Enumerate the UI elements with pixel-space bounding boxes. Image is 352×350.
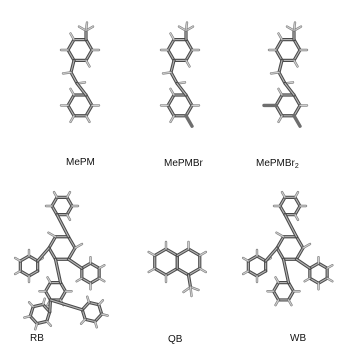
bond-highlight — [186, 40, 192, 50]
bond-highlight — [168, 40, 174, 50]
bond-highlight — [86, 40, 92, 50]
bond-highlight — [68, 40, 74, 50]
bond-highlight — [276, 95, 282, 105]
bond-highlight — [168, 50, 174, 60]
bond-highlight — [166, 269, 177, 276]
bond-highlight — [168, 95, 174, 105]
bond-highlight — [77, 83, 86, 95]
molecule-qb-model — [149, 242, 206, 296]
bond-highlight — [189, 269, 200, 276]
bond-highlight — [277, 248, 284, 259]
bond-highlight — [155, 269, 166, 276]
bond-highlight — [294, 105, 300, 115]
hydrogen-bond-highlight — [277, 233, 284, 237]
label-mepmbr2-subscript: 2 — [294, 163, 299, 170]
bond-highlight — [49, 237, 56, 248]
hydrogen-bond-highlight — [49, 233, 56, 237]
bond-highlight — [171, 72, 177, 83]
label-wb — [290, 333, 306, 344]
bond-highlight — [69, 237, 76, 248]
bond-highlight — [166, 249, 177, 256]
bond-highlight — [177, 249, 188, 256]
bond-highlight — [294, 95, 300, 105]
molecule-mepmbr2-model — [264, 23, 307, 127]
bond-highlight — [56, 259, 61, 282]
bond-highlight — [277, 237, 284, 248]
bond-highlight — [276, 50, 282, 60]
bond-highlight — [297, 237, 304, 248]
label-qb — [168, 334, 182, 345]
bond-highlight — [68, 105, 74, 115]
label-mepm — [66, 157, 95, 168]
bond-highlight — [168, 105, 174, 115]
molecule-mepm-model — [61, 23, 99, 122]
bond-highlight — [276, 40, 282, 50]
bond-highlight — [86, 95, 92, 105]
bond-highlight — [51, 300, 83, 310]
bond-highlight — [177, 269, 188, 276]
bond-highlight — [177, 83, 186, 95]
label-rb — [30, 333, 44, 344]
bond-highlight — [57, 215, 69, 237]
molecule-wb-model — [243, 192, 332, 305]
bond-highlight — [297, 248, 304, 259]
label-mepm-text: MePM — [66, 157, 95, 168]
bromine-bond — [186, 116, 192, 126]
bond-highlight — [285, 215, 297, 237]
bond-highlight — [69, 248, 76, 259]
hydrogen-bond-highlight — [303, 244, 310, 248]
bond-highlight — [86, 105, 92, 115]
bond-highlight — [71, 72, 77, 83]
label-mepmbr-text: MePMBr — [164, 158, 203, 169]
bond-highlight — [279, 72, 285, 83]
bond-highlight — [186, 50, 192, 60]
bond-highlight — [294, 50, 300, 60]
bond-highlight — [297, 259, 310, 268]
bond-highlight — [49, 248, 56, 259]
molecule-mepmbr-model — [161, 23, 199, 127]
bond-highlight — [155, 249, 166, 256]
hydrogen-bond-highlight — [75, 244, 82, 248]
bond-highlight — [68, 50, 74, 60]
label-mepmbr — [164, 158, 203, 169]
label-mepmbr2-text: MePMBr — [256, 158, 295, 169]
molecule-rb-model — [15, 192, 107, 329]
bond-highlight — [276, 105, 282, 115]
bond-highlight — [50, 300, 51, 312]
bond-highlight — [186, 95, 192, 105]
bond-highlight — [284, 259, 289, 282]
bond-highlight — [189, 249, 200, 256]
label-mepmbr2 — [256, 158, 299, 170]
bond-highlight — [294, 40, 300, 50]
bond-highlight — [285, 83, 294, 95]
bond-highlight — [69, 259, 82, 268]
label-wb-text: WB — [290, 333, 307, 344]
bromine-bond — [294, 116, 300, 126]
bond-highlight — [86, 50, 92, 60]
bond-highlight — [68, 95, 74, 105]
label-qb-text: QB — [168, 334, 183, 345]
label-rb-text: RB — [30, 333, 44, 344]
bond-highlight — [186, 105, 192, 115]
